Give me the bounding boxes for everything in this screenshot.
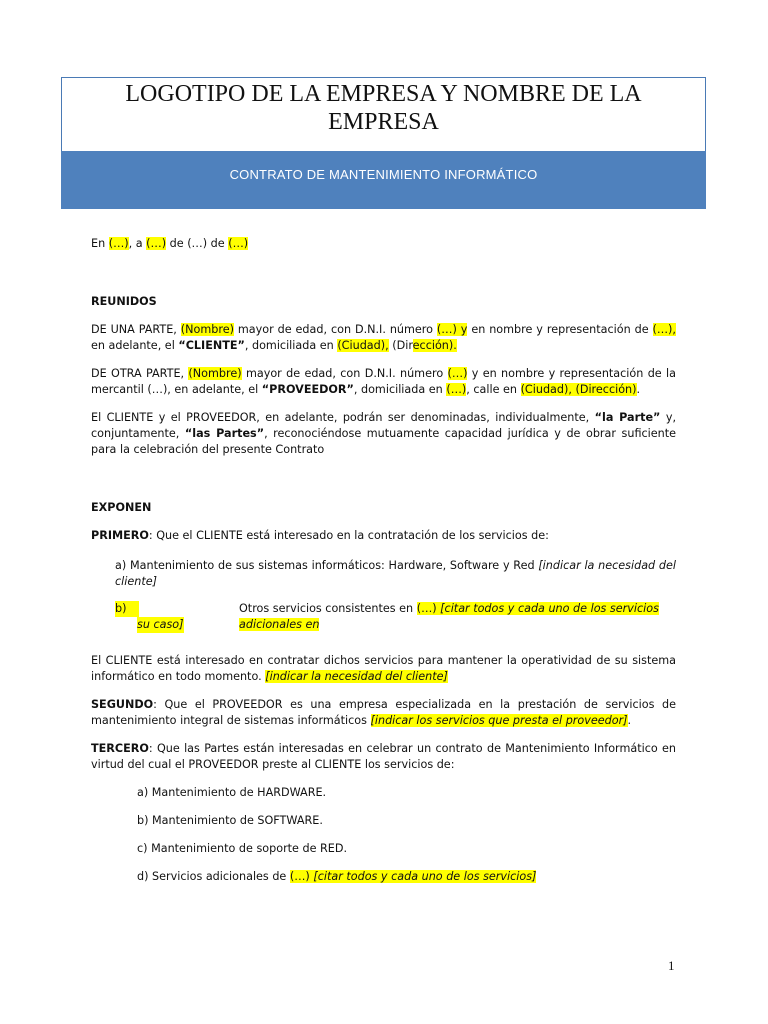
list-item-b-label: b) — [115, 601, 136, 617]
list-item-red: c) Mantenimiento de soporte de RED. — [137, 842, 348, 855]
date-line: En (…), a (…) de (…) de (…) — [91, 237, 249, 250]
highlight-gap — [130, 601, 139, 617]
list-item-b-text: Otros servicios consistentes en (…) [citar todos y cada uno de los servicios adicionales en — [239, 602, 659, 631]
list-item-b — [91, 601, 676, 633]
list-item-software: b) Mantenimiento de SOFTWARE. — [137, 814, 323, 827]
header-box — [61, 77, 706, 209]
list-item-adicionales: d) Servicios adicionales de (…) [citar todos y cada uno de los servicios] — [137, 870, 537, 883]
list-item-b-cont: su caso] — [137, 618, 184, 631]
page-number: 1 — [668, 958, 675, 973]
paragraph-segundo: SEGUNDO: Que el PROVEEDOR es una empresa especializada en la prestación de servicios de mantenimiento integral de sistemas informáticos [indicar los servicios que presta el proveedor]. — [91, 698, 676, 727]
list-item-a: a) Mantenimiento de sus sistemas informáticos: Hardware, Software y Red [indicar la necesidad del cliente] — [115, 559, 676, 588]
paragraph-partes: El CLIENTE y el PROVEEDOR, en adelante, podrán ser denominadas, individualmente, “la Parte” y, conjuntamente, “las Partes”, reconociéndose mutuamente capacidad jurídica y de obrar suficiente para la celebración del presente Contrato — [91, 411, 677, 456]
section-heading-reunidos: REUNIDOS — [91, 295, 157, 308]
paragraph-otra-parte: DE OTRA PARTE, (Nombre) mayor de edad, con D.N.I. número (…) y en nombre y representación de la mercantil (…), en adelante, el “PROVEEDOR”, domiciliada en (…), calle en (Ciudad), (Dirección). — [91, 367, 676, 396]
list-item-hardware: a) Mantenimiento de HARDWARE. — [137, 786, 327, 799]
section-heading-exponen: EXPONEN — [91, 501, 152, 514]
paragraph-una-parte: DE UNA PARTE, (Nombre) mayor de edad, con D.N.I. número (…) y en nombre y representación de (…), en adelante, el “CLIENTE”, domiciliada en (Ciudad), (Dirección). — [91, 323, 676, 352]
paragraph-cliente-interesado: El CLIENTE está interesado en contratar dichos servicios para mantener la operatividad de su sistema informático en todo momento. [indicar la necesidad del cliente] — [91, 654, 676, 683]
document-body — [91, 236, 676, 885]
contract-subtitle: CONTRATO DE MANTENIMIENTO INFORMÁTICO — [229, 167, 538, 182]
page-title: LOGOTIPO DE LA EMPRESA Y NOMBRE DE LA EMPRESA — [125, 81, 642, 135]
header-band — [61, 151, 706, 209]
paragraph-primero: PRIMERO: Que el CLIENTE está interesado en la contratación de los servicios de: — [91, 529, 549, 542]
paragraph-tercero: TERCERO: Que las Partes están interesadas en celebrar un contrato de Mantenimiento Informático en virtud del cual el PROVEEDOR preste al CLIENTE los servicios de: — [91, 742, 676, 771]
